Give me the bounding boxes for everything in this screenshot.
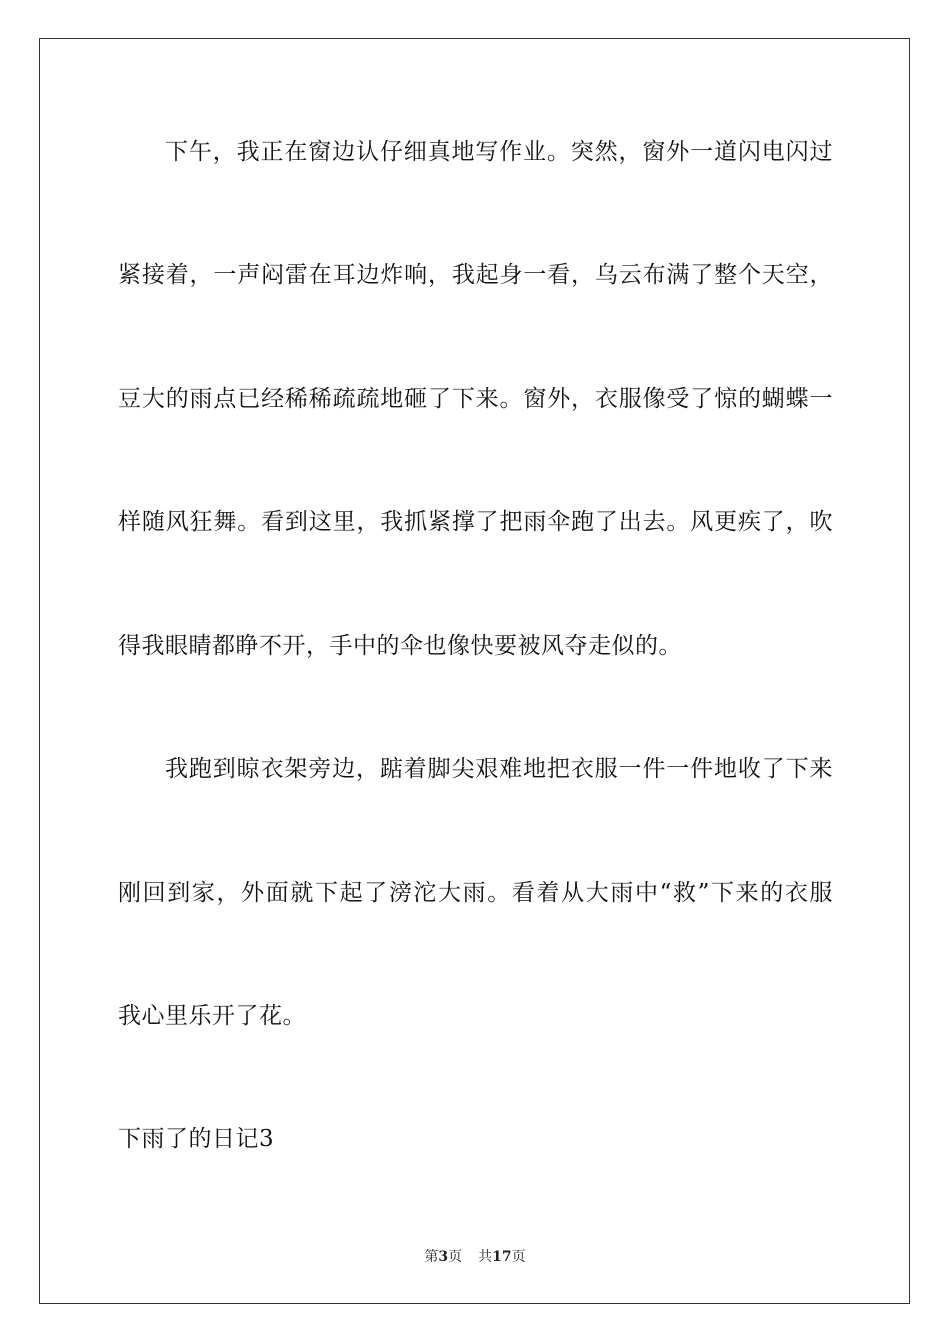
paragraph-line: 我心里乐开了花。 (118, 1003, 306, 1029)
section-heading: 下雨了的日记3 (118, 1126, 275, 1152)
footer-page-number: 3 (438, 1249, 449, 1265)
paragraph-line: 刚回到家，外面就下起了滂沱大雨。看着从大雨中“救”下来的衣服 (118, 880, 833, 906)
paragraph-line: 豆大的雨点已经稀稀疏疏地砸了下来。窗外，衣服像受了惊的蝴蝶一 (118, 386, 833, 412)
page-footer (0, 1248, 950, 1266)
paragraph-line: 得我眼睛都睁不开，手中的伞也像快要被风夺走似的。 (118, 633, 682, 659)
paragraph-line: 下午，我正在窗边认仔细真地写作业。突然，窗外一道闪电闪过 (165, 139, 833, 165)
footer-page-suffix: 页 (448, 1249, 463, 1265)
paragraph-line: 样随风狂舞。看到这里，我抓紧撑了把雨伞跑了出去。风更疾了，吹 (118, 509, 833, 535)
page-border (39, 38, 910, 1304)
footer-total-suffix: 页 (511, 1249, 526, 1265)
footer-total-pages: 17 (492, 1249, 512, 1265)
footer-prefix: 第 (424, 1249, 439, 1265)
footer-total-prefix: 共 (478, 1249, 493, 1265)
paragraph-line: 紧接着，一声闷雷在耳边炸响，我起身一看，乌云布满了整个天空， (118, 262, 833, 288)
paragraph-line: 我跑到晾衣架旁边，踮着脚尖艰难地把衣服一件一件地收了下来 (165, 756, 833, 782)
